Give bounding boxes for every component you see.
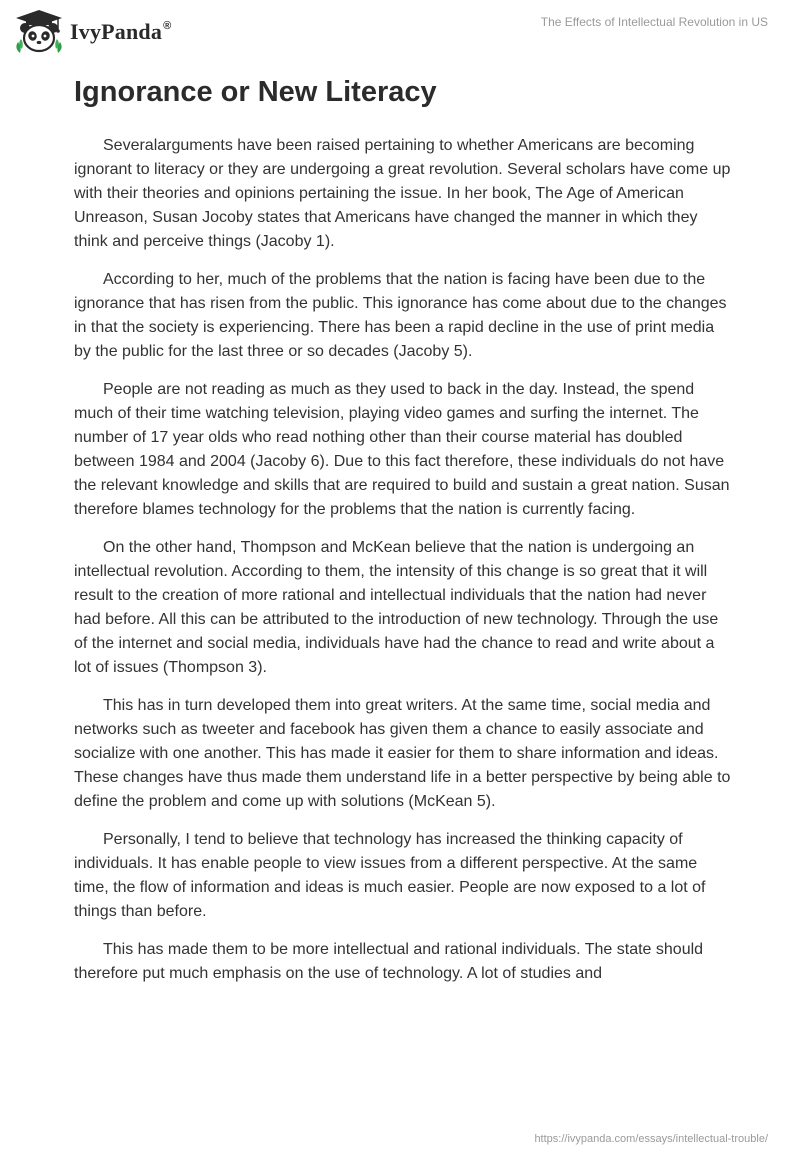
- paragraph: On the other hand, Thompson and McKean believe that the nation is undergoing an intellectual revolution. According to them, the intensity of this change is so great that it will result to the creation of more rational and intellectual individuals that the nation had never had before. All this can be attributed to the introduction of new technology. Through the use of the internet and social media, individuals have had the chance to read and write about a lot of issues (Thompson 3).: [74, 539, 719, 676]
- paragraph: According to her, much of the problems that the nation is facing have been due to the ignorance that has risen from the public. This ignorance has come about due to the changes in that the society is experiencing. There has been a rapid decline in the use of print media by the public for the last three or so decades (Jacoby 5).: [74, 271, 727, 360]
- section-heading: Ignorance or New Literacy: [74, 76, 437, 108]
- source-url[interactable]: https://ivypanda.com/essays/intellectual-trouble/: [534, 1133, 768, 1145]
- paragraph: This has in turn developed them into great writers. At the same time, social media and networks such as tweeter and facebook has given them a chance to easily associate and socialize with one another. This has made it easier for them to share information and ideas. These changes have thus made them understand life in a better perspective by being able to define the problem and come up with solutions (McKean 5).: [74, 697, 731, 810]
- paragraph: Severalarguments have been raised pertaining to whether Americans are becoming ignorant to literacy or they are undergoing a great revolution. Several scholars have come up with their theories and opinions pertaining the issue. In her book, The Age of American Unreason, Susan Jocoby states that Americans have changed the manner in which they think and perceive things (Jacoby 1).: [74, 137, 731, 250]
- paragraph: People are not reading as much as they used to back in the day. Instead, the spend much of their time watching television, playing video games and surfing the internet. The number of 17 year olds who read nothing other than their course material has doubled between 1984 and 2004 (Jacoby 6). Due to this fact therefore, these individuals do not have the relevant knowledge and skills that are required to build and sustain a great nation. Susan therefore blames technology for the problems that the nation is currently facing.: [74, 381, 730, 518]
- document-title: The Effects of Intellectual Revolution in US: [540, 15, 768, 29]
- registered-mark: ®: [163, 20, 172, 32]
- panda-graduate-icon: [12, 8, 66, 56]
- article-body: [74, 72, 734, 1000]
- brand-name: [70, 19, 171, 45]
- paragraph: This has made them to be more intellectual and rational individuals. The state should therefore put much emphasis on the use of technology. A lot of studies and: [74, 941, 704, 982]
- page-header: [0, 0, 800, 60]
- brand-name-text: IvyPanda: [70, 19, 163, 44]
- paragraph: Personally, I tend to believe that technology has increased the thinking capacity of individuals. It has enable people to view issues from a different perspective. At the same time, the flow of information and ideas is much easier. People are now exposed to a lot of things than before.: [74, 831, 706, 920]
- ivypanda-logo[interactable]: [12, 8, 171, 56]
